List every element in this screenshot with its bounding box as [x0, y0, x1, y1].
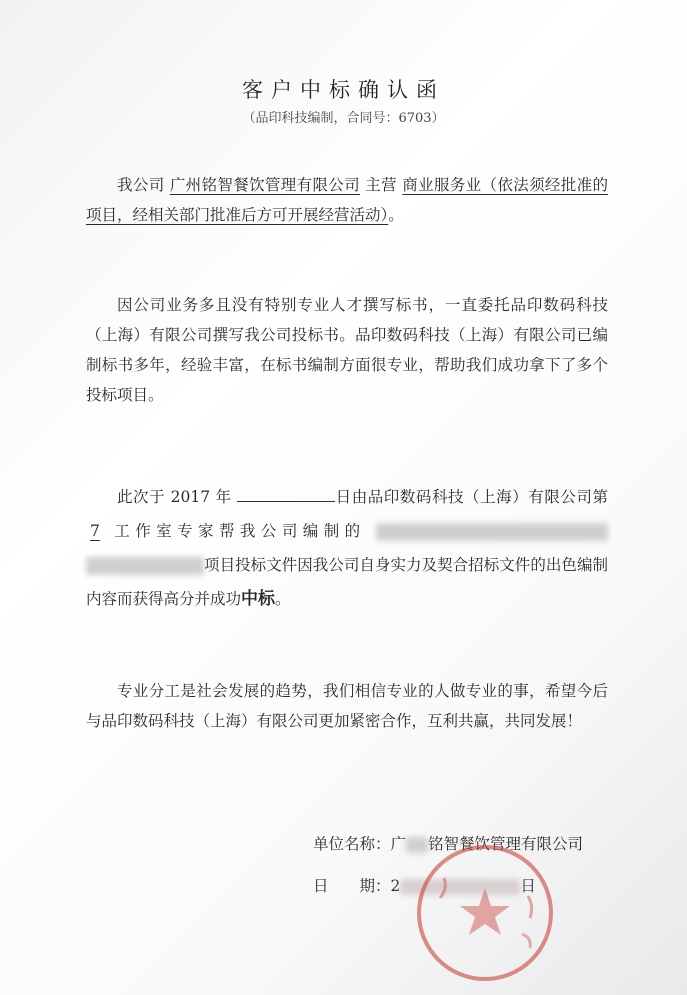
- paragraph-project: [86, 480, 608, 616]
- redacted-date: [400, 879, 520, 895]
- project-result: 项目投标文件因我公司自身实力及契合招标文件的出色编制内容而获得高分并成功: [86, 556, 608, 608]
- document-subtitle: （品印科技编制，合同号：6703）: [242, 111, 445, 126]
- paragraph-intro: [86, 170, 608, 230]
- date-start: 2: [390, 877, 401, 895]
- redacted-project-name-cont: [86, 557, 204, 575]
- redacted-unit: [406, 837, 428, 853]
- project-prepared: 工作室专家帮我公司编制的: [114, 522, 366, 540]
- date-end: 日: [520, 877, 536, 895]
- signature-unit: [313, 832, 583, 854]
- project-year: 此次于 2017 年: [117, 488, 232, 506]
- intro-prefix: 我公司: [117, 176, 165, 194]
- company-seal-stamp: [410, 838, 560, 988]
- intro-end: 。: [388, 206, 404, 224]
- date-label: 日 期：: [313, 877, 391, 895]
- project-studio-prefix: 日由品印数码科技（上海）有限公司第: [335, 488, 608, 506]
- project-end: 。: [275, 590, 291, 608]
- unit-name-start: 广: [390, 835, 407, 853]
- company-name: 广州铭智餐饮管理有限公司: [169, 176, 361, 194]
- intro-main-business-label: 主营: [365, 176, 397, 194]
- win-bid-text: 中标: [241, 589, 276, 609]
- unit-label: 单位名称：: [313, 835, 391, 853]
- document-title: 客户中标确认函: [242, 78, 445, 102]
- signature-date: [313, 874, 536, 896]
- studio-number: 7: [90, 522, 100, 540]
- date-blank: [237, 486, 335, 502]
- unit-name-end: 铭智餐饮管理有限公司: [428, 835, 584, 853]
- redacted-project-name: [376, 523, 608, 541]
- paragraph-reason: 因公司业务多且没有特别专业人才撰写标书，一直委托品印数码科技（上海）有限公司撰写我公司投标书。品印数码科技（上海）有限公司已编制标书多年，经验丰富，在标书编制方面很专业，帮助我们成功拿下了多个投标项目。: [86, 296, 608, 404]
- business-scope: 商业服务业（依法须经批准的项目，经相关部门批准后方可开展经营活动）: [86, 176, 608, 224]
- paragraph-closing: 专业分工是社会发展的趋势，我们相信专业的人做专业的事，希望今后与品印数码科技（上海）有限公司更加紧密合作，互利共赢，共同发展！: [86, 682, 608, 730]
